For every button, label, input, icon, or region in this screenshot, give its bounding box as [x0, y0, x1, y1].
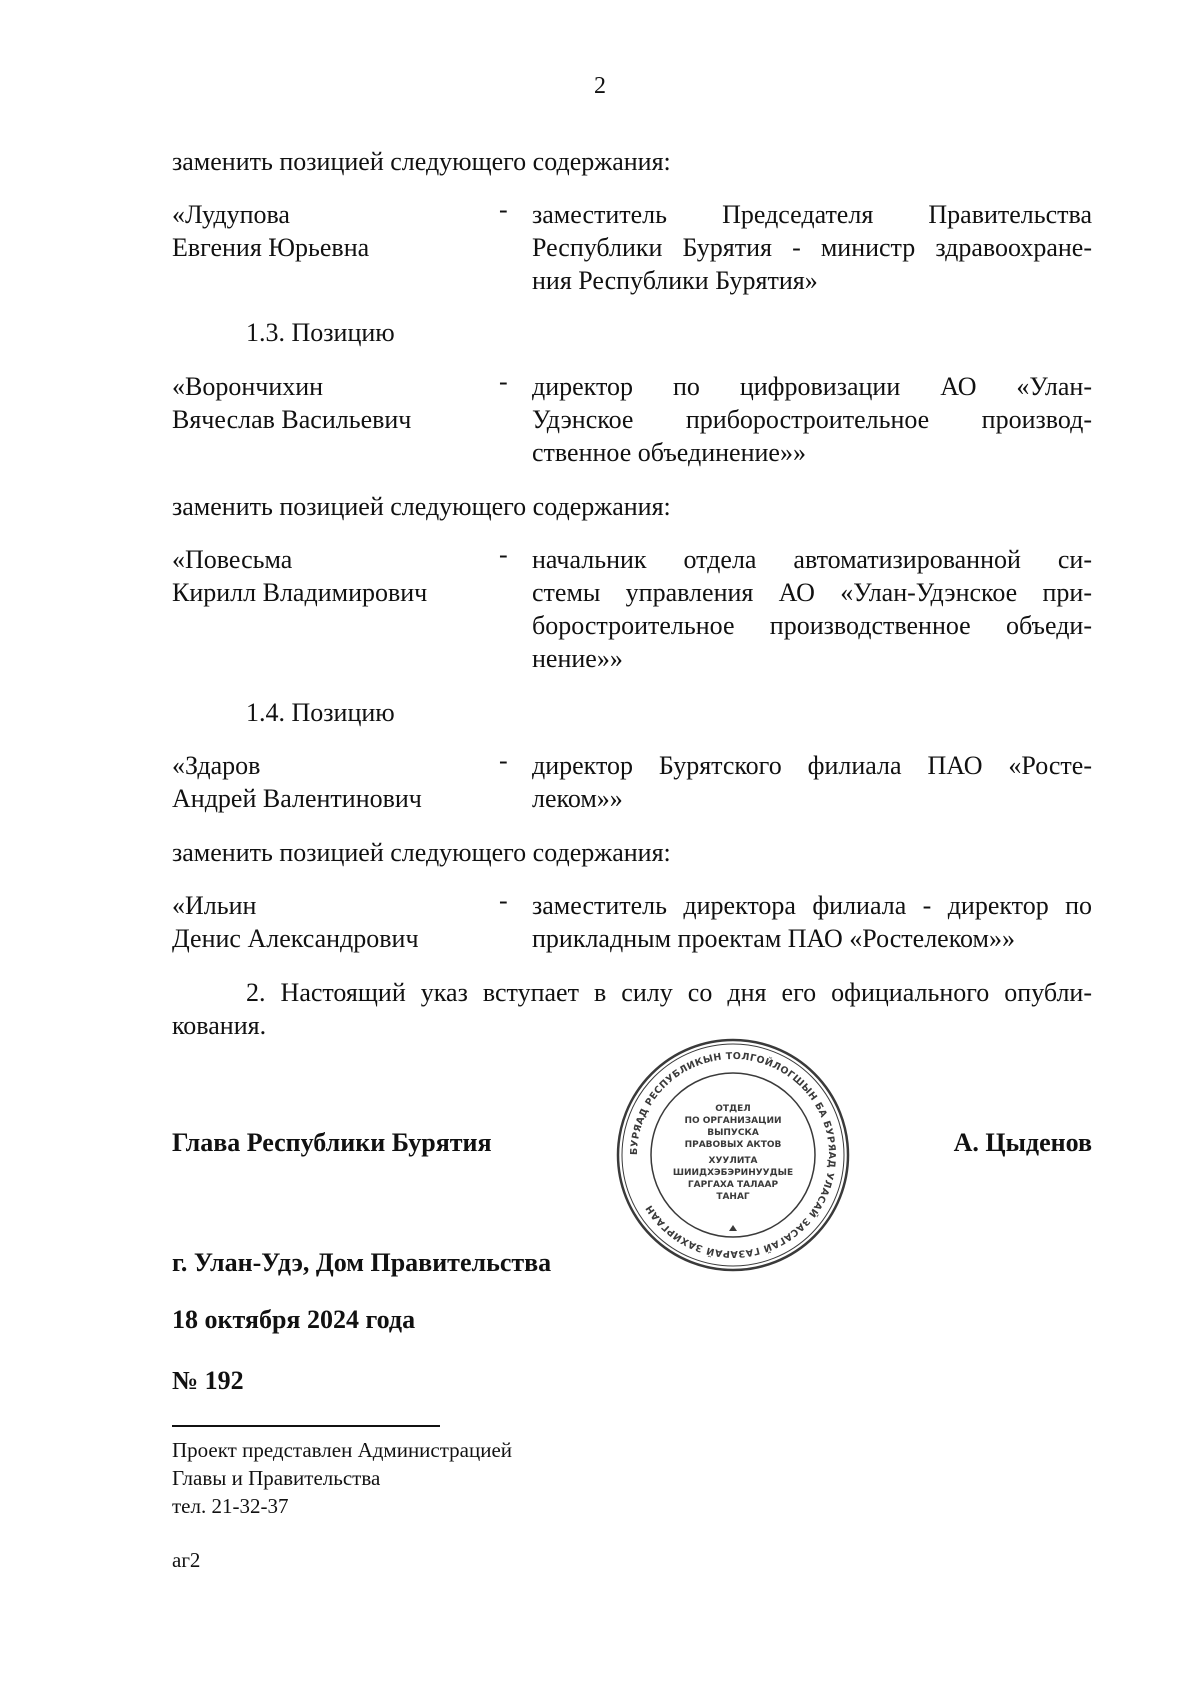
entry-desc-line: директор по цифровизации АО «Улан- — [532, 372, 1092, 401]
entry-name-line: «Ильин — [172, 891, 257, 920]
seal-line: ВЫПУСКА — [707, 1128, 759, 1138]
item-1-4: 1.4. Позицию — [246, 698, 395, 727]
signature-title: Глава Республики Бурятия — [172, 1128, 492, 1157]
entry-description — [532, 198, 1092, 297]
entry-description — [532, 543, 1092, 675]
entry-desc-line: леком»» — [532, 784, 623, 813]
entry-desc-line: Республики Бурятия - министр здравоохране- — [532, 233, 1092, 262]
footnote-phone: тел. 21-32-37 — [172, 1494, 289, 1518]
seal-line: ОТДЕЛ — [715, 1104, 751, 1114]
entry-desc-line: стемы управления АО «Улан-Удэнское при- — [532, 578, 1092, 607]
entry-name-line: Евгения Юрьевна — [172, 233, 370, 262]
entry-dash: - — [499, 886, 508, 915]
official-seal — [613, 1035, 853, 1275]
item-2-line-1: 2. Настоящий указ вступает в силу со дня его официального опубли- — [246, 978, 1092, 1007]
seal-outer-text: БУРЯАД РЕСПУБЛИКЫН ТОЛГОЙЛОГШЫН БА БУРЯАД УЛАСАЙ ЗАСАГАЙ ГАЗАРАЙ ЗАХИРГААН — [628, 1050, 838, 1260]
entry-dash: - — [499, 195, 508, 224]
seal-line: ТАНАГ — [716, 1192, 750, 1202]
entry-desc-line: заместитель Председателя Правительства — [532, 200, 1092, 229]
entry-desc-line: боростроительное производственное объеди- — [532, 611, 1092, 640]
entry-desc-line: директор Бурятского филиала ПАО «Росте- — [532, 751, 1092, 780]
entry-desc-line: заместитель директора филиала - директор по — [532, 891, 1092, 920]
footnote-line: Главы и Правительства — [172, 1466, 381, 1490]
footnote-line: Проект представлен Администрацией — [172, 1438, 513, 1462]
seal-line: ПО ОРГАНИЗАЦИИ — [684, 1116, 782, 1126]
entry-name — [172, 749, 472, 815]
entry-name-line: «Ворончихин — [172, 372, 324, 401]
page-number: 2 — [594, 73, 606, 99]
entry-name-line: Денис Александрович — [172, 924, 419, 953]
seal-star-icon — [729, 1225, 737, 1231]
entry-name-line: «Повесьма — [172, 545, 293, 574]
replace-text-1: заменить позицией следующего содержания: — [172, 147, 671, 176]
signature-name: А. Цыденов — [953, 1128, 1092, 1157]
decree-number: № 192 — [172, 1366, 244, 1395]
entry-desc-line: Удэнское приборостроительное производ- — [532, 405, 1092, 434]
entry-description — [532, 889, 1092, 955]
seal-line: ПРАВОВЫХ АКТОВ — [684, 1140, 782, 1150]
entry-desc-line: нение»» — [532, 644, 623, 673]
entry-name-line: Андрей Валентинович — [172, 784, 422, 813]
entry-dash: - — [499, 367, 508, 396]
entry-desc-line: ния Республики Бурятия» — [532, 266, 818, 295]
replace-text-3: заменить позицией следующего содержания: — [172, 838, 671, 867]
entry-desc-line: начальник отдела автоматизированной си- — [532, 545, 1092, 574]
entry-name — [172, 198, 472, 264]
replace-text-2: заменить позицией следующего содержания: — [172, 492, 671, 521]
entry-name — [172, 543, 472, 609]
entry-name-line: Кирилл Владимирович — [172, 578, 428, 607]
footnote-divider — [172, 1425, 440, 1427]
entry-name-line: Вячеслав Васильевич — [172, 405, 412, 434]
entry-dash: - — [499, 540, 508, 569]
entry-name-line: «Лудупова — [172, 200, 290, 229]
seal-line: ГАРГАХА ТАЛААР — [687, 1180, 779, 1190]
entry-dash: - — [499, 746, 508, 775]
entry-desc-line: прикладным проектам ПАО «Ростелеком»» — [532, 924, 1015, 953]
entry-description — [532, 749, 1092, 815]
entry-desc-line: ственное объединение»» — [532, 438, 806, 467]
date: 18 октября 2024 года — [172, 1305, 416, 1334]
entry-name — [172, 370, 472, 436]
entry-description — [532, 370, 1092, 469]
entry-name — [172, 889, 472, 955]
footnote-code: аг2 — [172, 1548, 201, 1572]
place: г. Улан-Удэ, Дом Правительства — [172, 1248, 552, 1277]
item-2-line-2: кования. — [172, 1011, 267, 1040]
entry-name-line: «Здаров — [172, 751, 261, 780]
seal-line: ХУУЛИТА — [708, 1156, 758, 1166]
seal-line: ШИИДХЭБЭРИНУУДЫЕ — [672, 1168, 794, 1178]
item-1-3: 1.3. Позицию — [246, 318, 395, 347]
